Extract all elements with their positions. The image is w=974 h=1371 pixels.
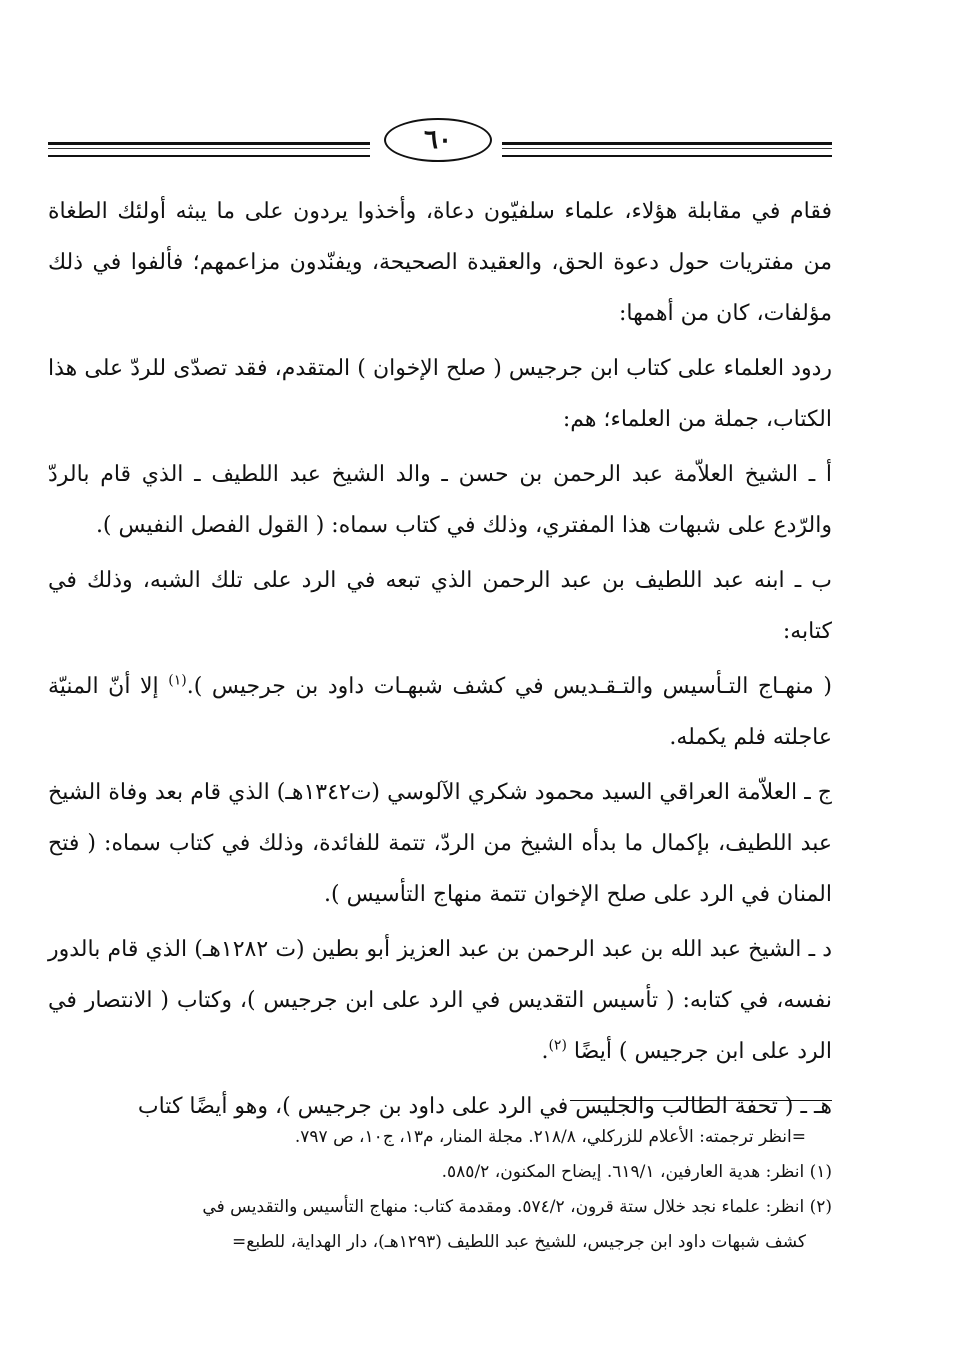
paragraph-7	[48, 924, 832, 1077]
page-header	[48, 112, 832, 162]
paragraph-3: أ ـ الشيخ العلاّمة عبد الرحمن بن حسن ـ والد الشيخ عبد اللطيف ـ الذي قام بالردّ والرّدع على شبهات هذا المفتري، وذلك في كتاب سماه: ( القول الفصل النفيس ).	[48, 462, 832, 538]
footnote-continuation: =انظر ترجمته: الأعلام للزركلي، ٢١٨/٨. مجلة المنار، م١٣، ج١٠، ص ٧٩٧.	[294, 1127, 806, 1147]
paragraph-7-text: د ـ الشيخ عبد الله بن عبد الرحمن بن عبد العزيز أبو بطين (ت ١٢٨٢هـ) الذي قام بالدور نفسه، في كتابه: ( تأسيس التقديس في الرد على ابن جرجيس )، وكتاب ( الانتصار في الرد على ابن جرجيس ) أيضًا	[48, 937, 832, 1064]
footnotes	[48, 1120, 832, 1260]
paragraph-6: ج ـ العلاّمة العراقي السيد محمود شكري الآلوسي (ت١٣٤٢هـ) الذي قام بعد وفاة الشيخ عبد اللطيف، بإكمال ما بدأه الشيخ من الردّ، تتمة للفائدة، وذلك في كتاب سماه: ( فتح المنان في الرد على صلح الإخوان تتمة منهاج التأسيس ).	[48, 780, 832, 907]
paragraph-5-text: ( منهـاج التـأسيس والتـقـديس في كشف شبهـات داود بن جرجيس ).	[186, 674, 832, 699]
footnote-ref-1: (١)	[168, 672, 187, 689]
body-text	[48, 186, 832, 1136]
page-number: ٦٠	[384, 118, 492, 162]
paragraph-7-tail: .	[541, 1039, 549, 1064]
header-rule-left	[48, 142, 370, 157]
footnote-2-line-1: (٢) انظر: علماء نجد خلال ستة قرون، ٥٧٤/٢. ومقدمة كتاب: منهاج التأسيس والتقديس في	[202, 1197, 832, 1217]
paragraph-8: هـ ـ ( تحفة الطالب والجليس في الرد على داود بن جرجيس )، وهو أيضًا كتاب	[137, 1094, 832, 1119]
header-rule-right	[502, 142, 832, 157]
footnote-ref-2: (٢)	[548, 1037, 567, 1054]
footnote-2-line-2: كشف شبهات داود ابن جرجيس، للشيخ عبد اللطيف (١٢٩٣هـ)، دار الهداية، للطبع=	[232, 1232, 806, 1252]
paragraph-5-tail: إلا أنّ المنيّة عاجلته فلم يكمله.	[48, 674, 832, 750]
paragraph-2: ردود العلماء على كتاب ابن جرجيس ( صلح الإخوان ) المتقدم، فقد تصدّى للردّ على هذا الكتاب، جملة من العلماء؛ هم:	[48, 356, 832, 432]
paragraph-1: فقام في مقابلة هؤلاء، علماء سلفيّون دعاة، وأخذوا يردون على ما يبثه أولئك الطغاة من مفتريات حول دعوة الحق، والعقيدة الصحيحة، ويفنّدون مزاعمهم؛ فألفوا في ذلك مؤلفات، كان من أهمها:	[48, 199, 832, 326]
paragraph-4: ب ـ ابنه عبد اللطيف بن عبد الرحمن الذي تبعه في الرد على تلك الشبه، وذلك في كتابه:	[48, 568, 832, 644]
footnote-separator	[570, 1100, 832, 1101]
paragraph-5	[48, 661, 832, 763]
footnote-1: (١) انظر: هدية العارفين، ٦١٩/١. إيضاح المكنون، ٥٨٥/٢.	[441, 1162, 832, 1182]
